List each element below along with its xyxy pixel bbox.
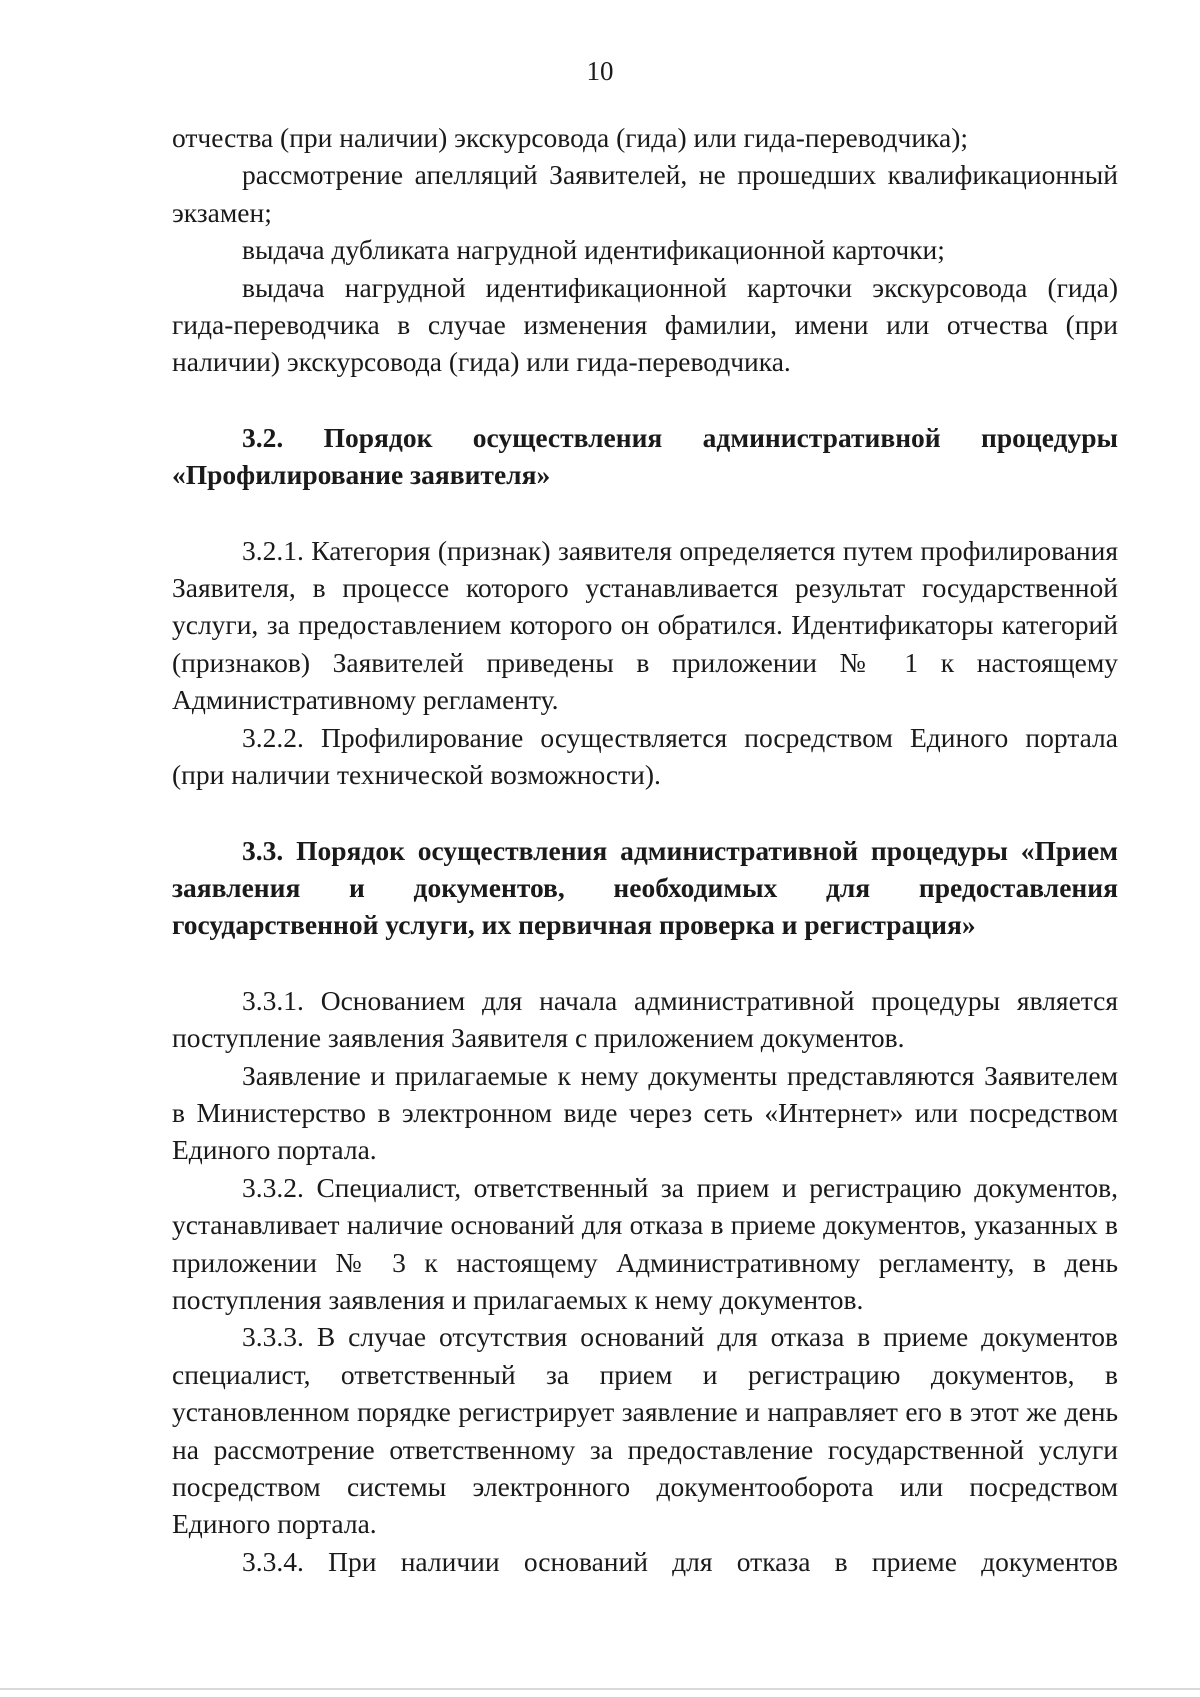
paragraph-duplicate-card: выдача дубликата нагрудной идентификационной карточки; <box>242 234 945 266</box>
paragraph-3-2-2: 3.2.2. Профилирование осуществляется посредством Единого портала (при наличии технической возможности). <box>172 721 1118 791</box>
scan-edge-divider <box>0 1688 1200 1690</box>
paragraph-continuation: отчества (при наличии) экскурсовода (гида) или гида-переводчика); <box>172 122 968 153</box>
document-body <box>172 119 1118 1580</box>
section-heading-3-3: 3.3. Порядок осуществления административной процедуры «Прием заявления и документов, необходимых для предоставления государственной услуги, их первичная проверка и регистрация» <box>172 834 1118 941</box>
section-heading-3-2: 3.2. Порядок осуществления административной процедуры «Профилирование заявителя» <box>172 421 1118 491</box>
page-number: 10 <box>586 56 614 86</box>
paragraph-3-3-1: 3.3.1. Основанием для начала административной процедуры является поступление заявления Заявителя с приложением документов. <box>172 984 1118 1054</box>
paragraph-appeals: рассмотрение апелляций Заявителей, не прошедших квалификационный экзамен; <box>172 159 1118 228</box>
paragraph-3-3-1-application: Заявление и прилагаемые к нему документы представляются Заявителем в Министерство в электронном виде через сеть «Интернет» или посредством Единого портала. <box>172 1059 1118 1166</box>
paragraph-card-name-change: выдача нагрудной идентификационной карточки экскурсовода (гида) гида-переводчика в случае изменения фамилии, имени или отчества (при наличии) экскурсовода (гида) или гида-переводчика. <box>172 271 1118 378</box>
paragraph-3-2-1: 3.2.1. Категория (признак) заявителя определяется путем профилирования Заявителя, в процессе которого устанавливается результат государственной услуги, за предоставлением которого он обратился. Идентификаторы категорий (признаков) Заявителей приведены в приложении № 1 к настоящему Административному регламенту. <box>172 534 1118 716</box>
paragraph-3-3-2: 3.3.2. Специалист, ответственный за прием и регистрацию документов, устанавливает наличие оснований для отказа в приеме документов, указанных в приложении № 3 к настоящему Административному регламенту, в день поступления заявления и прилагаемых к нему документов. <box>172 1171 1118 1315</box>
paragraph-3-3-4: 3.3.4. При наличии оснований для отказа в приеме документов <box>242 1545 1118 1577</box>
paragraph-3-3-3: 3.3.3. В случае отсутствия оснований для отказа в приеме документов специалист, ответственный за прием и регистрацию документов, в установленном порядке регистрирует заявление и направляет его в этот же день на рассмотрение ответственному за предоставление государственной услуги посредством системы электронного документооборота или посредством Единого портала. <box>172 1321 1118 1540</box>
